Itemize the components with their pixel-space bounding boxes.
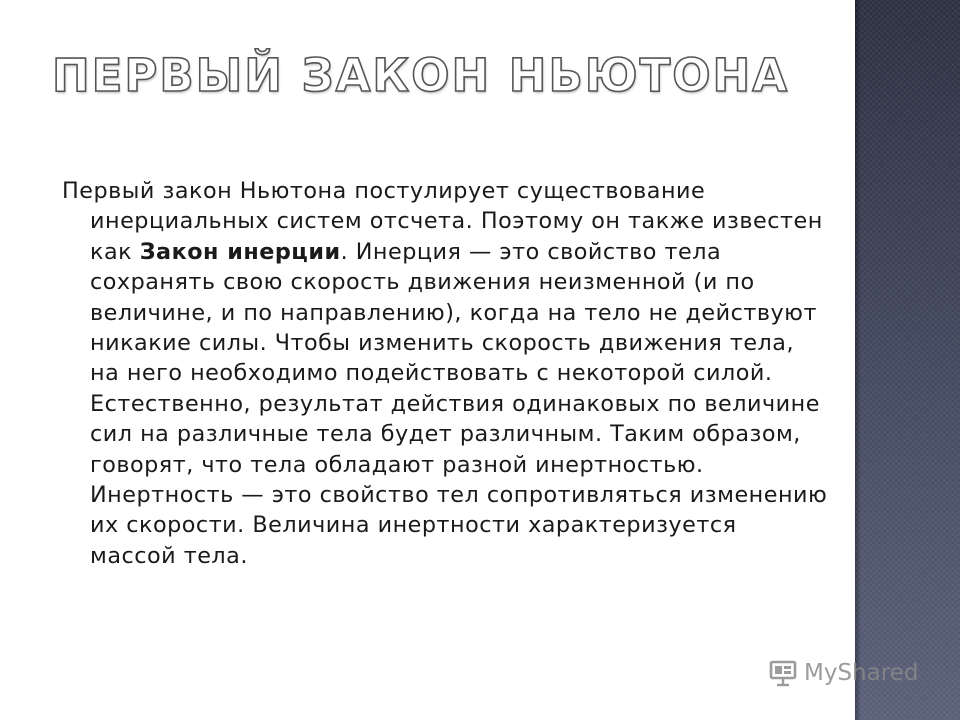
- paragraph-bold-term: Закон инерции: [139, 238, 341, 265]
- paragraph-text-end: . Инерция — это свойство тела сохранять свою скорость движения неизменной (и по величине, и по направлению), когда на тело не действуют никакие силы. Чтобы изменить скорость движения тела, на него необходимо подействовать с некоторой силой. Естественно, результат действия одинаковых по величине сил на различные тела будет различным. Таким образом, говорят, что тела обладают разной инертностью. Инертность — это свойство тел сопротивляться изменению их скорости. Величина инертности характеризуется массой тела.: [90, 238, 828, 569]
- watermark: [768, 656, 918, 690]
- slide-title: ПЕРВЫЙ ЗАКОН НЬЮТОНА: [52, 49, 790, 102]
- paragraph-text-start: Первый закон Ньютона постулирует существование инерциальных систем отсчета. Поэтому он также известен как: [62, 178, 823, 265]
- presentation-board-icon: [768, 658, 798, 688]
- decorative-side-panel: [855, 0, 960, 720]
- body-paragraph: [62, 176, 830, 571]
- watermark-text: MyShared: [804, 660, 919, 686]
